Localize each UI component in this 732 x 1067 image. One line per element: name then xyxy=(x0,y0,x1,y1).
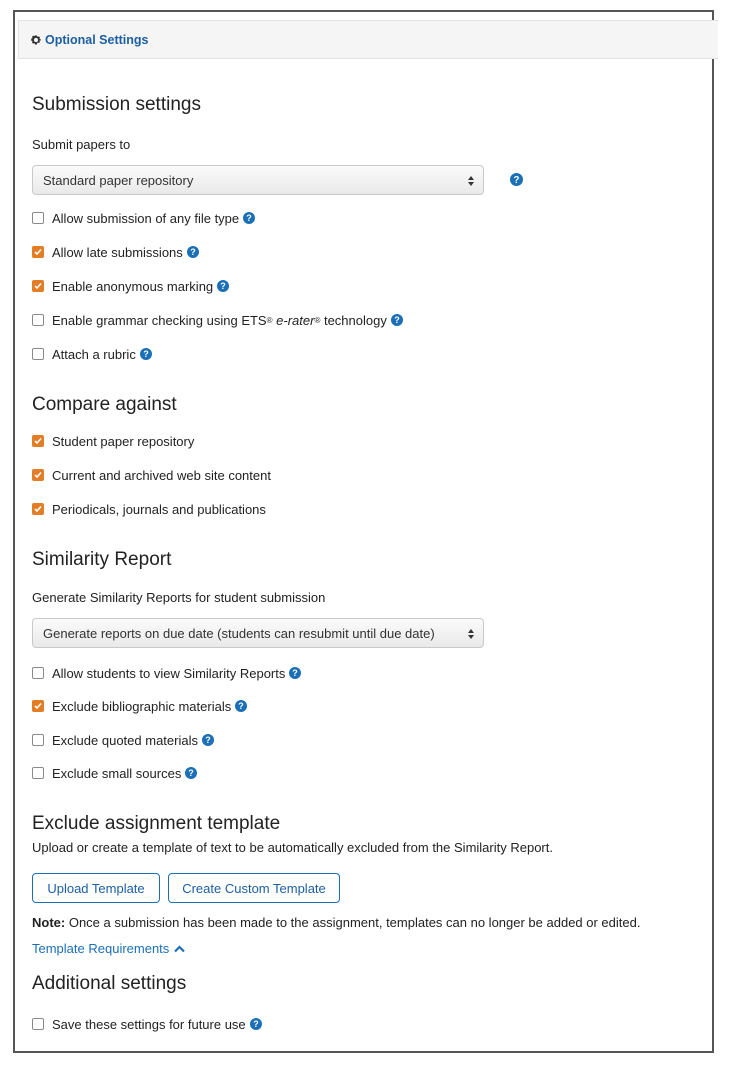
option-exclude-quoted[interactable]: Exclude quoted materials ? xyxy=(32,731,214,749)
generate-reports-select[interactable] xyxy=(32,618,484,648)
svg-text:?: ? xyxy=(246,213,252,224)
checkbox[interactable] xyxy=(32,734,44,746)
note-text: Once a submission has been made to the assignment, templates can no longer be added or edited. xyxy=(65,915,641,930)
option-grammar-checking[interactable] xyxy=(32,311,403,329)
checkbox-checked[interactable] xyxy=(32,435,44,447)
compare-heading: Compare against xyxy=(32,394,177,415)
option-student-repository[interactable]: Student paper repository xyxy=(32,432,194,450)
svg-text:?: ? xyxy=(143,349,149,360)
registered-mark: ® xyxy=(266,315,273,325)
gear-icon xyxy=(30,34,42,46)
option-attach-rubric[interactable]: Attach a rubric ? xyxy=(32,345,152,363)
grammar-label-pre: Enable grammar checking using ETS xyxy=(52,312,267,328)
help-icon[interactable] xyxy=(217,280,229,292)
template-requirements-link[interactable]: Template Requirements xyxy=(32,941,185,956)
checkbox[interactable] xyxy=(32,348,44,360)
help-icon[interactable] xyxy=(185,767,197,779)
checkbox-checked[interactable] xyxy=(32,280,44,292)
submit-to-value: Standard paper repository xyxy=(43,172,194,188)
help-icon[interactable] xyxy=(235,700,247,712)
checkbox[interactable] xyxy=(32,212,44,224)
help-icon[interactable] xyxy=(140,348,152,360)
generate-label: Generate Similarity Reports for student submission xyxy=(32,590,326,605)
help-icon[interactable] xyxy=(243,212,255,224)
registered-mark: ® xyxy=(314,315,321,325)
checkbox[interactable] xyxy=(32,314,44,326)
template-heading: Exclude assignment template xyxy=(32,813,281,834)
option-periodicals[interactable]: Periodicals, journals and publications xyxy=(32,500,266,518)
submit-to-label: Submit papers to xyxy=(32,137,131,152)
select-arrows-icon xyxy=(467,627,475,641)
checkbox-checked[interactable] xyxy=(32,246,44,258)
help-icon[interactable] xyxy=(391,314,403,326)
svg-text:?: ? xyxy=(188,768,195,779)
create-custom-template-button[interactable]: Create Custom Template xyxy=(168,873,340,903)
svg-text:?: ? xyxy=(292,668,299,679)
help-icon[interactable] xyxy=(202,734,214,746)
submit-to-select[interactable] xyxy=(32,165,484,195)
checkbox-checked[interactable] xyxy=(32,503,44,515)
grammar-label-em: e-rater xyxy=(276,312,315,328)
template-note xyxy=(32,915,640,930)
option-exclude-bibliographic[interactable]: Exclude bibliographic materials ? xyxy=(32,697,247,715)
generate-reports-value: Generate reports on due date (students can resubmit until due date) xyxy=(43,625,435,641)
grammar-label-post: technology xyxy=(323,312,387,328)
help-icon[interactable] xyxy=(250,1018,262,1030)
checkbox[interactable] xyxy=(32,767,44,779)
submit-to-help-icon[interactable] xyxy=(510,173,523,186)
checkbox-checked[interactable] xyxy=(32,700,44,712)
panel-title: Optional Settings xyxy=(45,32,149,47)
option-anonymous-marking[interactable]: Enable anonymous marking ? xyxy=(32,277,229,295)
submission-heading: Submission settings xyxy=(32,94,201,115)
svg-text:?: ? xyxy=(190,247,196,258)
checkbox[interactable] xyxy=(32,1018,44,1030)
svg-text:?: ? xyxy=(394,315,400,326)
option-exclude-small-sources[interactable]: Exclude small sources ? xyxy=(32,764,197,782)
option-save-settings[interactable]: Save these settings for future use ? xyxy=(32,1015,262,1033)
chevron-up-icon xyxy=(174,945,185,953)
checkbox[interactable] xyxy=(32,667,44,679)
similarity-heading: Similarity Report xyxy=(32,549,172,570)
select-arrows-icon xyxy=(467,174,475,188)
svg-text:?: ? xyxy=(238,701,244,712)
optional-settings-header[interactable] xyxy=(18,20,718,59)
additional-heading: Additional settings xyxy=(32,973,187,994)
template-description: Upload or create a template of text to be automatically excluded from the Similarity Report. xyxy=(32,840,553,855)
option-late-submissions[interactable]: Allow late submissions ? xyxy=(32,243,199,261)
checkbox-checked[interactable] xyxy=(32,469,44,481)
help-icon[interactable] xyxy=(187,246,199,258)
option-any-file-type[interactable]: Allow submission of any file type ? xyxy=(32,209,255,227)
svg-text:?: ? xyxy=(220,281,226,292)
upload-template-button[interactable]: Upload Template xyxy=(32,873,160,903)
svg-text:?: ? xyxy=(513,174,520,186)
help-icon[interactable] xyxy=(289,667,301,679)
option-web-content[interactable]: Current and archived web site content xyxy=(32,466,271,484)
svg-text:?: ? xyxy=(252,1019,259,1030)
svg-text:?: ? xyxy=(205,735,211,746)
option-students-view-reports[interactable]: Allow students to view Similarity Reports ? xyxy=(32,664,301,682)
note-label: Note: xyxy=(32,915,66,930)
